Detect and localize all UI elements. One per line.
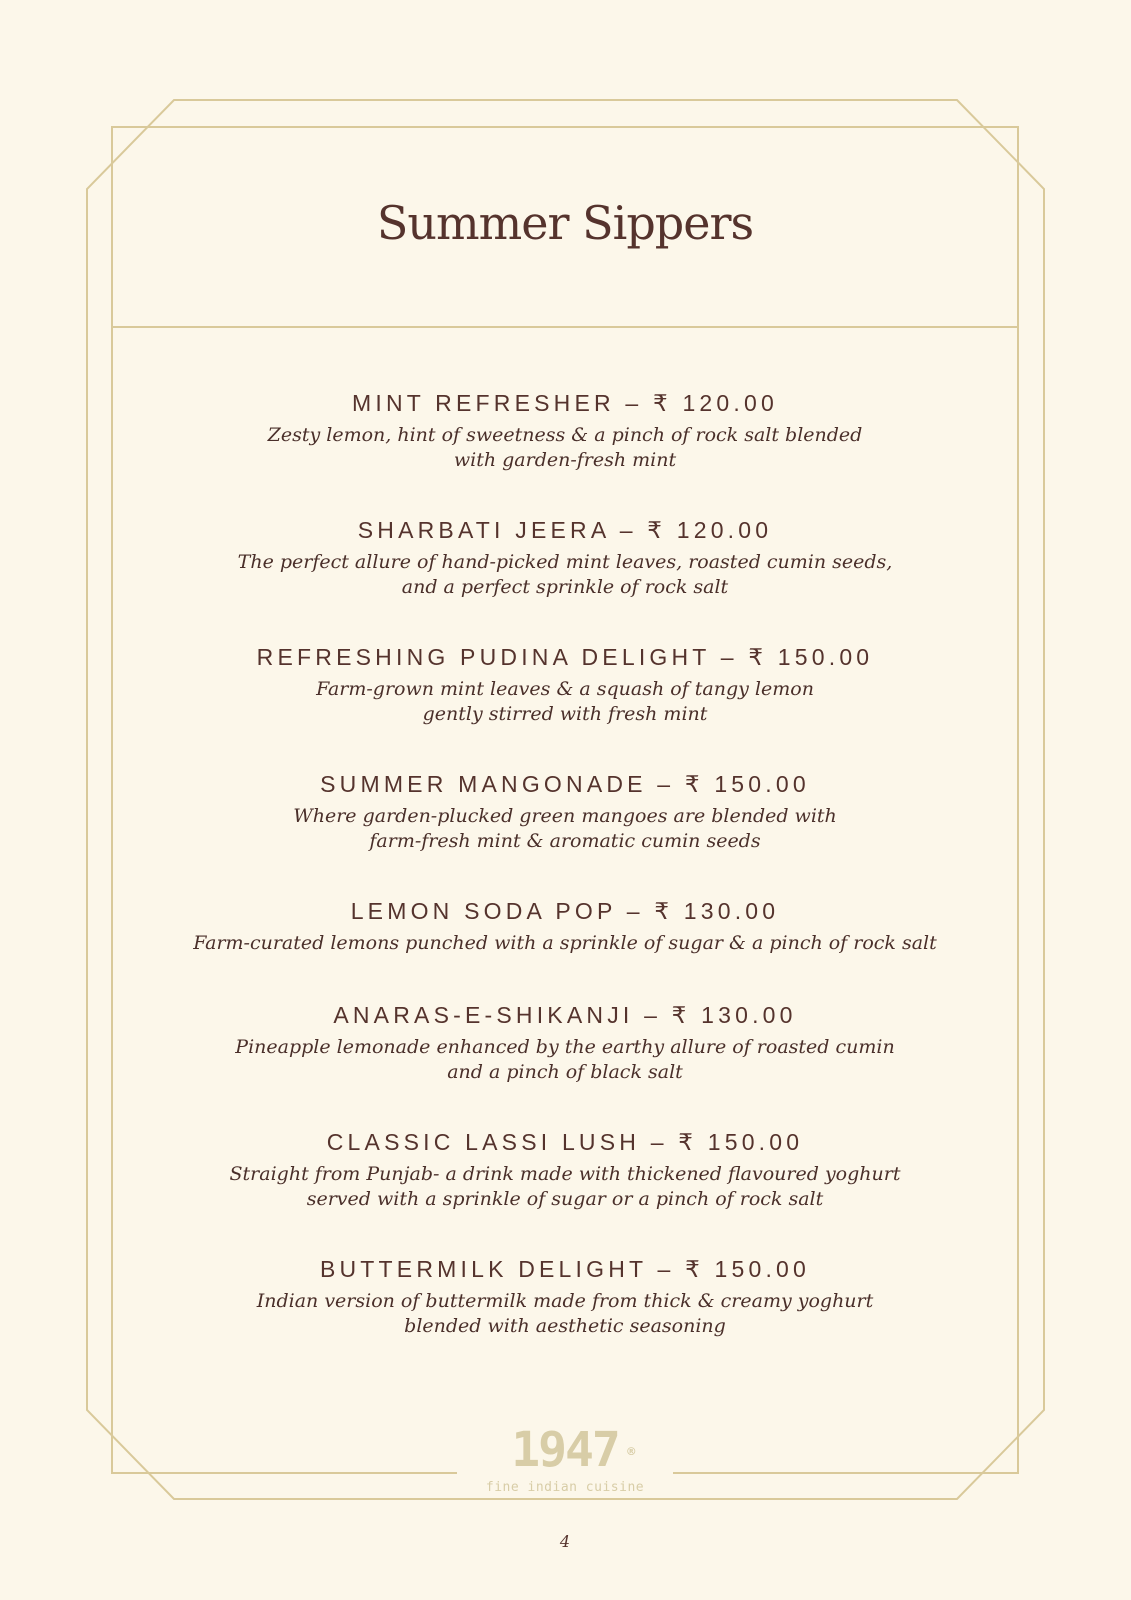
menu-item: REFRESHING PUDINA DELIGHT – ₹ 150.00 Farm-grown mint leaves & a squash of tangy lemon gently stirred with fresh mint bbox=[112, 642, 1018, 769]
brand-logo bbox=[470, 1424, 660, 1495]
menu-item: LEMON SODA POP – ₹ 130.00 Farm-curated lemons punched with a sprinkle of sugar & a pinch of rock salt bbox=[112, 896, 1018, 1000]
menu-item: SHARBATI JEERA – ₹ 120.00 The perfect allure of hand-picked mint leaves, roasted cumin seeds, and a perfect sprinkle of rock salt bbox=[112, 515, 1018, 642]
item-name: SHARBATI JEERA bbox=[357, 517, 610, 543]
menu-item: ANARAS-E-SHIKANJI – ₹ 130.00 Pineapple lemonade enhanced by the earthy allure of roasted cumin and a pinch of black salt bbox=[112, 1000, 1018, 1127]
item-price: ₹ 150.00 bbox=[748, 644, 874, 670]
item-description: Pineapple lemonade enhanced by the earthy allure of roasted cumin and a pinch of black salt bbox=[235, 1036, 895, 1083]
item-price: ₹ 120.00 bbox=[653, 390, 778, 416]
logo-number: 1947 bbox=[511, 1422, 619, 1478]
item-name: LEMON SODA POP bbox=[350, 898, 617, 924]
page-number: 4 bbox=[559, 1532, 571, 1551]
item-description: Straight from Punjab- a drink made with thickened flavoured yoghurt served with a sprinkle of sugar or a pinch of rock salt bbox=[229, 1163, 901, 1210]
menu-item: SUMMER MANGONADE – ₹ 150.00 Where garden-plucked green mangoes are blended with farm-fresh mint & aromatic cumin seeds bbox=[112, 769, 1018, 896]
item-price: ₹ 130.00 bbox=[654, 898, 780, 924]
menu-item: MINT REFRESHER – ₹ 120.00 Zesty lemon, hint of sweetness & a pinch of rock salt blended with garden-fresh mint bbox=[112, 388, 1018, 515]
item-price: ₹ 150.00 bbox=[685, 1256, 811, 1282]
item-price: ₹ 150.00 bbox=[678, 1129, 804, 1155]
item-name: MINT REFRESHER bbox=[352, 390, 615, 416]
item-description: Farm-grown mint leaves & a squash of tangy lemon gently stirred with fresh mint bbox=[316, 678, 814, 725]
logo-tagline: fine indian cuisine bbox=[485, 1480, 645, 1495]
registered-mark: ® bbox=[625, 1445, 635, 1458]
item-name: ANARAS-E-SHIKANJI bbox=[333, 1002, 634, 1028]
menu-item: BUTTERMILK DELIGHT – ₹ 150.00 Indian version of buttermilk made from thick & creamy yoghurt blended with aesthetic seasoning bbox=[112, 1254, 1018, 1381]
item-description: Indian version of buttermilk made from thick & creamy yoghurt blended with aesthetic seasoning bbox=[256, 1290, 874, 1337]
item-name: SUMMER MANGONADE bbox=[320, 771, 647, 797]
item-description: Where garden-plucked green mangoes are blended with farm-fresh mint & aromatic cumin seeds bbox=[293, 805, 837, 852]
item-price: ₹ 150.00 bbox=[684, 771, 810, 797]
item-description: The perfect allure of hand-picked mint leaves, roasted cumin seeds, and a perfect sprinkle of rock salt bbox=[237, 551, 893, 598]
item-name: REFRESHING PUDINA DELIGHT bbox=[256, 644, 711, 670]
item-price: ₹ 130.00 bbox=[671, 1002, 797, 1028]
item-price: ₹ 120.00 bbox=[647, 517, 773, 543]
item-description: Zesty lemon, hint of sweetness & a pinch of rock salt blended with garden-fresh mint bbox=[267, 424, 863, 471]
item-description: Farm-curated lemons punched with a sprinkle of sugar & a pinch of rock salt bbox=[193, 932, 937, 954]
item-name: CLASSIC LASSI LUSH bbox=[326, 1129, 641, 1155]
menu-list bbox=[112, 388, 1018, 1381]
menu-item: CLASSIC LASSI LUSH – ₹ 150.00 Straight from Punjab- a drink made with thickened flavoured yoghurt served with a sprinkle of sugar or a pinch of rock salt bbox=[112, 1127, 1018, 1254]
item-name: BUTTERMILK DELIGHT bbox=[319, 1256, 647, 1282]
page-title: Summer Sippers bbox=[376, 196, 754, 250]
